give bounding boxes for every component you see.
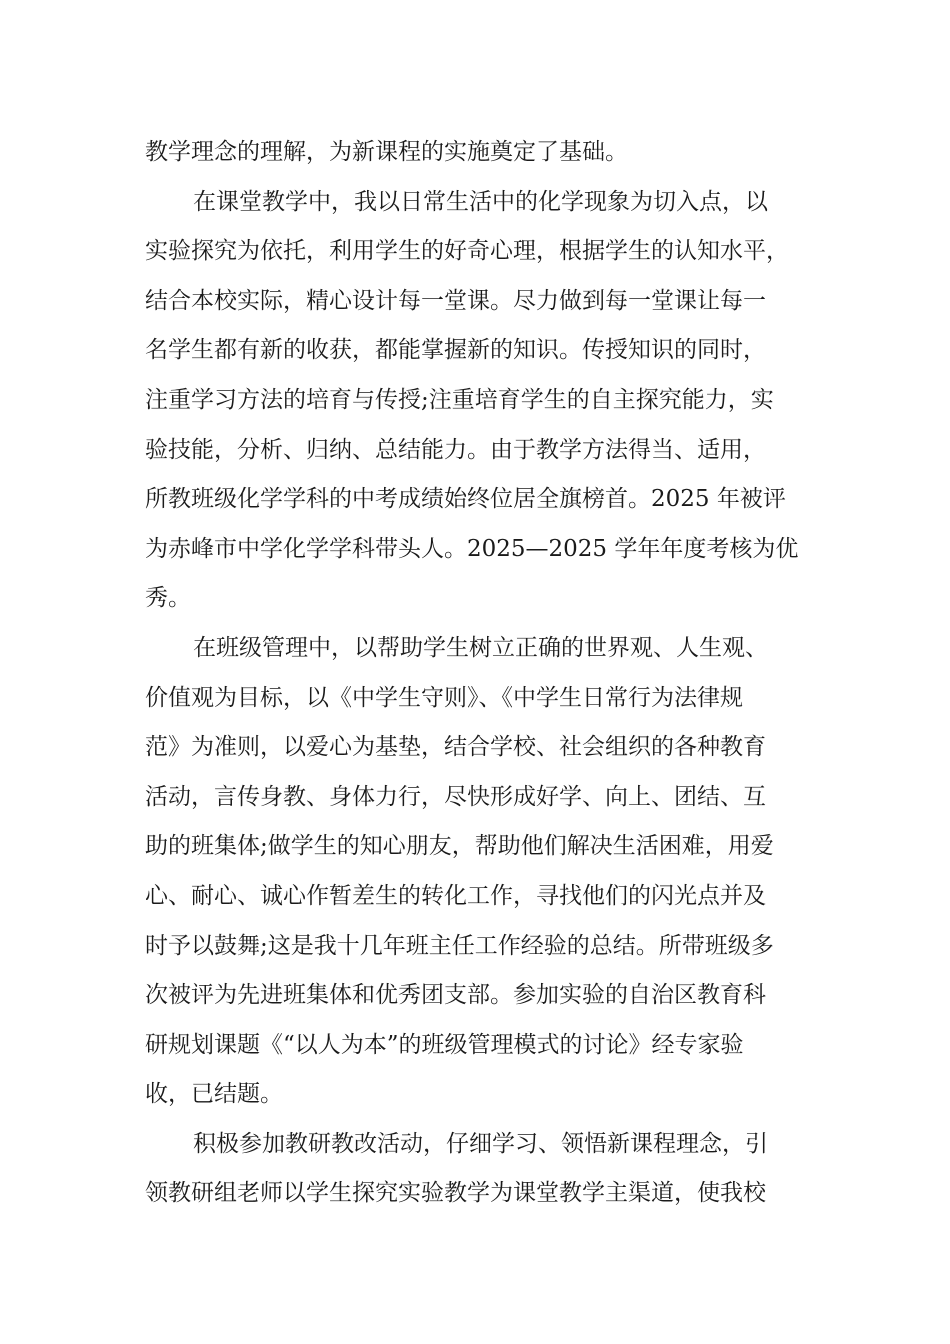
text-line: 验技能，分析、归纳、总结能力。由于教学方法得当、适用， (145, 436, 766, 463)
text-line: 活动，言传身教、身体力行，尽快形成好学、向上、团结、互 (145, 783, 766, 810)
paragraph-start-line: 在班级管理中，以帮助学生树立正确的世界观、人生观、 (193, 634, 768, 661)
paragraph-start-line: 积极参加教研教改活动，仔细学习、领悟新课程理念，引 (193, 1130, 768, 1157)
text-line: 秀。 (145, 585, 191, 612)
text-line: 结合本校实际，精心设计每一堂课。尽力做到每一堂课让每一 (145, 287, 766, 314)
text-line: 领教研组老师以学生探究实验教学为课堂教学主渠道，使我校 (145, 1180, 766, 1207)
body-text (145, 128, 835, 1219)
text-line: 所教班级化学学科的中考成绩始终位居全旗榜首。2025 年被评 (145, 486, 786, 513)
text-line: 注重学习方法的培育与传授;注重培育学生的自主探究能力，实 (145, 386, 774, 413)
text-line: 心、耐心、诚心作暂差生的转化工作，寻找他们的闪光点并及 (145, 882, 766, 909)
text-line: 为赤峰市中学化学学科带头人。2025—2025 学年年度考核为优 (145, 535, 799, 562)
text-line: 教学理念的理解，为新课程的实施奠定了基础。 (145, 139, 628, 165)
text-line: 时予以鼓舞;这是我十几年班主任工作经验的总结。所带班级多 (145, 932, 774, 959)
paragraph-start-line: 在课堂教学中，我以日常生活中的化学现象为切入点，以 (193, 188, 768, 215)
text-line: 助的班集体;做学生的知心朋友，帮助他们解决生活困难，用爱 (145, 833, 774, 860)
text-line: 次被评为先进班集体和优秀团支部。参加实验的自治区教育科 (145, 982, 766, 1009)
text-line: 研规划课题《“以人为本”的班级管理模式的讨论》经专家验 (145, 1031, 744, 1058)
text-line: 名学生都有新的收获，都能掌握新的知识。传授知识的同时， (145, 337, 766, 364)
text-line: 范》为准则，以爱心为基垫，结合学校、社会组织的各种教育 (145, 734, 766, 761)
text-line: 价值观为目标，以《中学生守则》、《中学生日常行为法律规 (145, 684, 743, 711)
text-line: 收，已结题。 (145, 1081, 283, 1108)
text-line: 实验探究为依托，利用学生的好奇心理，根据学生的认知水平， (145, 238, 789, 265)
